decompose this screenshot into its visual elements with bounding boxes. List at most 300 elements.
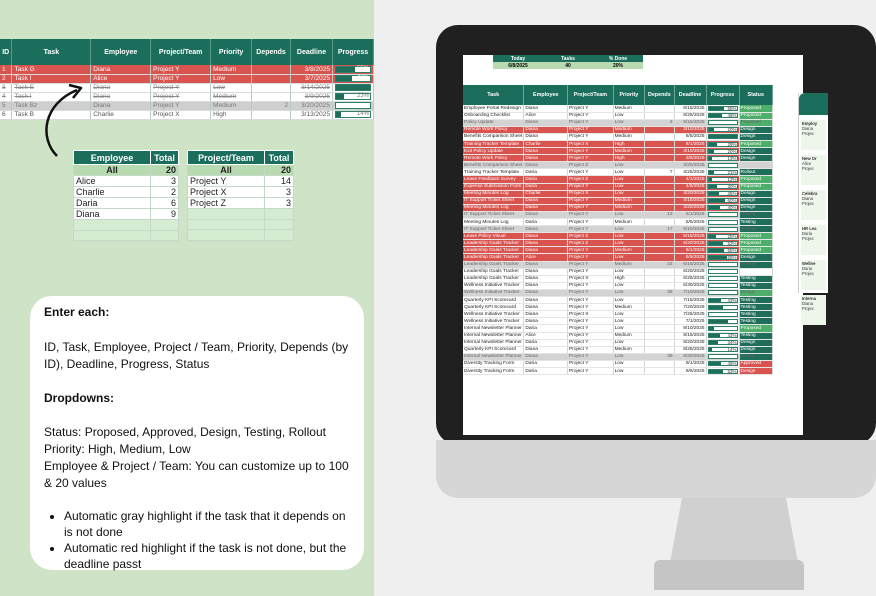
screen-deadline-cell[interactable]: 4/1/2025 [674, 176, 706, 183]
screen-project-cell[interactable]: Project Y [568, 247, 614, 254]
screen-status-cell[interactable]: Design [739, 204, 773, 211]
screen-project-cell[interactable]: Project Y [568, 105, 614, 112]
screen-status-cell[interactable]: Design [739, 133, 773, 140]
screen-project-cell[interactable]: Project Y [568, 211, 614, 218]
screen-deadline-cell[interactable]: 8/15/2025 [674, 332, 706, 339]
screen-task-row[interactable] [463, 254, 773, 261]
screen-priority-cell[interactable]: Medium [613, 148, 645, 155]
screen-priority-cell[interactable]: Low [613, 226, 645, 233]
screen-project-cell[interactable]: Project Y [568, 297, 614, 304]
screen-priority-cell[interactable]: Low [613, 360, 645, 367]
screen-task-cell[interactable]: Wellness Initiative Tracker [463, 311, 524, 318]
task-id-cell[interactable]: 2 [0, 74, 12, 83]
screen-depends-cell[interactable] [645, 162, 674, 169]
priority-cell[interactable]: High [211, 110, 252, 119]
screen-deadline-cell[interactable]: 6/20/2025 [674, 268, 706, 275]
screen-deadline-cell[interactable]: 6/15/2025 [674, 261, 706, 268]
col-deadline[interactable]: Deadline [291, 39, 333, 65]
screen-deadline-cell[interactable]: 4/15/2025 [674, 197, 706, 204]
screen-progress-cell[interactable] [706, 339, 739, 346]
screen-depends-cell[interactable]: 28 [645, 289, 674, 296]
screen-depends-cell[interactable] [645, 133, 674, 140]
task-name-cell[interactable]: Task I [12, 74, 91, 83]
screen-status-cell[interactable]: Testing [739, 226, 773, 233]
project-cell[interactable]: Project Y [151, 92, 211, 101]
screen-task-row[interactable] [463, 233, 773, 240]
screen-col-progress[interactable]: Progress [706, 85, 739, 105]
deadline-cell[interactable]: 3/7/2025 [291, 74, 333, 83]
deadline-cell[interactable]: 3/9/2025 [291, 92, 333, 101]
screen-task-row[interactable] [463, 311, 773, 318]
screen-deadline-cell[interactable]: 8/20/2025 [674, 339, 706, 346]
screen-depends-cell[interactable] [645, 112, 674, 119]
screen-status-cell[interactable]: Proposed [739, 176, 773, 183]
screen-deadline-cell[interactable]: 9/5/2025 [674, 367, 706, 374]
screen-priority-cell[interactable]: Low [613, 353, 645, 360]
screen-task-row[interactable] [463, 325, 773, 332]
screen-depends-cell[interactable] [645, 176, 674, 183]
screen-task-cell[interactable]: Quarterly KPI Scorecard [463, 346, 524, 353]
task-row[interactable] [0, 65, 374, 74]
screen-task-row[interactable] [463, 240, 773, 247]
priority-cell[interactable]: Medium [211, 101, 252, 110]
screen-task-row[interactable] [463, 211, 773, 218]
screen-task-cell[interactable]: IT Support Ticket Sheet [463, 211, 524, 218]
screen-deadline-cell[interactable]: 3/25/2025 [674, 169, 706, 176]
screen-deadline-cell[interactable]: 8/15/2025 [674, 105, 706, 112]
task-name-cell[interactable]: Task B [12, 110, 91, 119]
task-name-cell[interactable]: Task I [12, 92, 91, 101]
screen-employee-cell[interactable]: Daria [524, 360, 568, 367]
screen-task-cell[interactable]: Leadership Goals Tracker [463, 247, 524, 254]
priority-cell[interactable]: Medium [211, 92, 252, 101]
screen-employee-cell[interactable]: Daria [524, 169, 568, 176]
project-cell[interactable]: Project Y [151, 101, 211, 110]
screen-project-cell[interactable]: Project Y [568, 304, 614, 311]
screen-task-cell[interactable]: Leadership Goals Tracker [463, 240, 524, 247]
progress-cell[interactable] [332, 83, 373, 92]
progress-cell[interactable] [332, 110, 373, 119]
screen-deadline-cell[interactable]: 7/25/2025 [674, 311, 706, 318]
screen-depends-cell[interactable] [645, 219, 674, 226]
screen-deadline-cell[interactable]: 6/1/2025 [674, 247, 706, 254]
screen-task-cell[interactable]: Leadership Goals Tracker [463, 254, 524, 261]
screen-progress-cell[interactable] [706, 311, 739, 318]
screen-progress-cell[interactable] [706, 304, 739, 311]
screen-progress-cell[interactable] [706, 289, 739, 296]
screen-project-cell[interactable]: Project Y [568, 254, 614, 261]
screen-task-cell[interactable]: Exit Policy Update [463, 148, 524, 155]
screen-task-cell[interactable]: Internal Newsletter Planner [463, 325, 524, 332]
screen-employee-cell[interactable]: Alice [524, 254, 568, 261]
screen-task-row[interactable] [463, 261, 773, 268]
screen-progress-cell[interactable] [706, 233, 739, 240]
screen-task-cell[interactable]: Employee Portal Redesign [463, 105, 524, 112]
screen-task-cell[interactable]: Expense Submission Form [463, 183, 524, 190]
screen-employee-cell[interactable]: Diana [524, 297, 568, 304]
screen-deadline-cell[interactable]: 6/15/2025 [674, 119, 706, 126]
screen-task-cell[interactable]: Internal Newsletter Planner [463, 353, 524, 360]
screen-priority-cell[interactable]: Medium [613, 105, 645, 112]
screen-priority-cell[interactable]: Medium [613, 346, 645, 353]
screen-deadline-cell[interactable]: 7/10/2025 [674, 289, 706, 296]
employee-cell[interactable]: Diana [91, 101, 151, 110]
side-card[interactable] [801, 295, 826, 325]
screen-project-cell[interactable]: Project Y [568, 282, 614, 289]
screen-deadline-cell[interactable]: 6/25/2025 [674, 275, 706, 282]
screen-progress-cell[interactable] [706, 112, 739, 119]
screen-task-row[interactable] [463, 183, 773, 190]
screen-progress-cell[interactable] [706, 360, 739, 367]
screen-project-cell[interactable]: Project Y [568, 197, 614, 204]
screen-priority-cell[interactable]: Low [613, 339, 645, 346]
screen-progress-cell[interactable] [706, 190, 739, 197]
screen-employee-cell[interactable]: Diana [524, 148, 568, 155]
screen-task-row[interactable] [463, 268, 773, 275]
screen-priority-cell[interactable]: Low [613, 289, 645, 296]
screen-project-cell[interactable]: Project Y [568, 155, 614, 162]
screen-deadline-cell[interactable]: 6/5/2025 [674, 254, 706, 261]
screen-depends-cell[interactable] [645, 254, 674, 261]
screen-employee-cell[interactable]: Alice [524, 332, 568, 339]
screen-task-cell[interactable]: Training Tracker Template [463, 140, 524, 147]
screen-col-depends[interactable]: Depends [645, 85, 674, 105]
screen-employee-cell[interactable]: Diana [524, 119, 568, 126]
screen-deadline-cell[interactable]: 3/5/2025 [674, 155, 706, 162]
screen-priority-cell[interactable]: Low [613, 297, 645, 304]
screen-status-cell[interactable]: Testing [739, 282, 773, 289]
employee-cell[interactable]: Diana [91, 65, 151, 74]
screen-status-cell[interactable]: Testing [739, 261, 773, 268]
screen-depends-cell[interactable] [645, 325, 674, 332]
screen-priority-cell[interactable]: Low [613, 318, 645, 325]
screen-task-cell[interactable]: Internal Newsletter Planner [463, 339, 524, 346]
screen-task-cell[interactable]: Wellness Initiative Tracker [463, 318, 524, 325]
screen-employee-cell[interactable]: Daria [524, 176, 568, 183]
screen-status-cell[interactable]: Design [739, 353, 773, 360]
task-name-cell[interactable]: Task G [12, 65, 91, 74]
screen-status-cell[interactable]: Proposed [739, 119, 773, 126]
screen-status-cell[interactable]: Testing [739, 304, 773, 311]
screen-deadline-cell[interactable]: 3/20/2025 [674, 162, 706, 169]
screen-project-cell[interactable]: Project Y [568, 148, 614, 155]
screen-employee-cell[interactable]: Charlie [524, 140, 568, 147]
side-card[interactable] [801, 155, 826, 185]
screen-priority-cell[interactable]: Low [613, 183, 645, 190]
depends-cell[interactable] [252, 65, 291, 74]
deadline-cell[interactable]: 3/13/2025 [291, 110, 333, 119]
screen-task-row[interactable] [463, 148, 773, 155]
screen-depends-cell[interactable] [645, 275, 674, 282]
screen-task-cell[interactable]: Wellness Initiative Tracker [463, 282, 524, 289]
screen-progress-cell[interactable] [706, 105, 739, 112]
screen-progress-cell[interactable] [706, 346, 739, 353]
screen-employee-cell[interactable]: Diana [524, 162, 568, 169]
screen-deadline-cell[interactable]: 3/10/2025 [674, 148, 706, 155]
col-depends[interactable]: Depends [252, 39, 291, 65]
screen-project-cell[interactable]: Project Y [568, 318, 614, 325]
screen-deadline-cell[interactable]: 5/10/2025 [674, 226, 706, 233]
screen-status-cell[interactable]: Testing [739, 211, 773, 218]
screen-col-status[interactable]: Status [739, 85, 773, 105]
screen-deadline-cell[interactable]: 5/1/2025 [674, 211, 706, 218]
screen-task-row[interactable] [463, 332, 773, 339]
screen-employee-cell[interactable]: Diana [524, 282, 568, 289]
screen-employee-cell[interactable]: Diana [524, 261, 568, 268]
screen-depends-cell[interactable] [645, 346, 674, 353]
screen-progress-cell[interactable] [706, 169, 739, 176]
screen-depends-cell[interactable] [645, 105, 674, 112]
screen-priority-cell[interactable]: Low [613, 311, 645, 318]
employee-cell[interactable]: Diana [91, 83, 151, 92]
screen-depends-cell[interactable]: 7 [645, 169, 674, 176]
screen-status-cell[interactable]: Testing [739, 311, 773, 318]
screen-status-cell[interactable]: Design [739, 289, 773, 296]
project-cell[interactable]: Project Y [151, 65, 211, 74]
depends-cell[interactable]: 2 [252, 101, 291, 110]
screen-progress-cell[interactable] [706, 297, 739, 304]
screen-task-row[interactable] [463, 360, 773, 367]
screen-project-cell[interactable]: Project Z [568, 240, 614, 247]
screen-status-cell[interactable]: Proposed [739, 183, 773, 190]
screen-priority-cell[interactable]: Medium [613, 197, 645, 204]
screen-progress-cell[interactable] [706, 268, 739, 275]
screen-task-row[interactable] [463, 126, 773, 133]
screen-priority-cell[interactable]: High [613, 275, 645, 282]
screen-status-cell[interactable]: Design [739, 367, 773, 374]
screen-task-cell[interactable]: Diversity Tracking Form [463, 360, 524, 367]
screen-task-row[interactable] [463, 112, 773, 119]
screen-employee-cell[interactable]: Diana [524, 275, 568, 282]
screen-depends-cell[interactable] [645, 311, 674, 318]
deadline-cell[interactable]: 3/8/2025 [291, 65, 333, 74]
screen-deadline-cell[interactable]: 5/15/2025 [674, 233, 706, 240]
screen-status-cell[interactable]: Rollout [739, 169, 773, 176]
screen-progress-cell[interactable] [706, 219, 739, 226]
screen-depends-cell[interactable] [645, 282, 674, 289]
screen-project-cell[interactable]: Project Y [568, 353, 614, 360]
side-card[interactable] [801, 225, 826, 255]
screen-deadline-cell[interactable]: 4/20/2025 [674, 190, 706, 197]
screen-project-cell[interactable]: Project X [568, 275, 614, 282]
screen-priority-cell[interactable]: Low [613, 190, 645, 197]
screen-employee-cell[interactable]: Diana [524, 233, 568, 240]
screen-priority-cell[interactable]: Medium [613, 247, 645, 254]
screen-employee-cell[interactable]: Diana [524, 353, 568, 360]
screen-project-cell[interactable]: Project Y [568, 169, 614, 176]
screen-progress-cell[interactable] [706, 197, 739, 204]
screen-depends-cell[interactable] [645, 204, 674, 211]
screen-depends-cell[interactable] [645, 190, 674, 197]
screen-progress-cell[interactable] [706, 204, 739, 211]
screen-status-cell[interactable] [739, 268, 773, 275]
screen-employee-cell[interactable]: Alice [524, 112, 568, 119]
employee-cell[interactable]: Diana [91, 92, 151, 101]
screen-task-row[interactable] [463, 367, 773, 374]
screen-status-cell[interactable]: Testing [739, 332, 773, 339]
screen-progress-cell[interactable] [706, 133, 739, 140]
screen-progress-cell[interactable] [706, 126, 739, 133]
screen-deadline-cell[interactable]: 7/1/2025 [674, 318, 706, 325]
screen-depends-cell[interactable] [645, 367, 674, 374]
screen-status-cell[interactable] [739, 162, 773, 169]
screen-depends-cell[interactable] [645, 297, 674, 304]
screen-employee-cell[interactable]: Diana [524, 105, 568, 112]
col-priority[interactable]: Priority [211, 39, 252, 65]
screen-priority-cell[interactable]: Low [613, 169, 645, 176]
screen-depends-cell[interactable] [645, 332, 674, 339]
priority-cell[interactable]: Low [211, 74, 252, 83]
screen-progress-cell[interactable] [706, 155, 739, 162]
screen-task-row[interactable] [463, 140, 773, 147]
screen-employee-cell[interactable]: Diana [524, 311, 568, 318]
screen-priority-cell[interactable]: Medium [613, 219, 645, 226]
screen-project-cell[interactable]: Project Y [568, 289, 614, 296]
project-cell[interactable]: Project Y [151, 74, 211, 83]
screen-employee-cell[interactable]: Daria [524, 183, 568, 190]
screen-task-cell[interactable]: Leadership Goals Tracker [463, 268, 524, 275]
screen-priority-cell[interactable]: High [613, 155, 645, 162]
screen-task-row[interactable] [463, 119, 773, 126]
screen-progress-cell[interactable] [706, 254, 739, 261]
priority-cell[interactable]: Medium [211, 65, 252, 74]
screen-priority-cell[interactable]: Low [613, 367, 645, 374]
col-task[interactable]: Task [12, 39, 91, 65]
screen-task-cell[interactable]: Remote Work Policy [463, 126, 524, 133]
screen-progress-cell[interactable] [706, 261, 739, 268]
deadline-cell[interactable]: 3/14/2025 [291, 83, 333, 92]
priority-cell[interactable]: Low [211, 83, 252, 92]
screen-priority-cell[interactable]: Low [613, 254, 645, 261]
screen-depends-cell[interactable] [645, 183, 674, 190]
screen-task-row[interactable] [463, 162, 773, 169]
screen-priority-cell[interactable]: Medium [613, 133, 645, 140]
screen-project-cell[interactable]: Project X [568, 311, 614, 318]
screen-status-cell[interactable]: Design [739, 155, 773, 162]
screen-task-row[interactable] [463, 176, 773, 183]
screen-status-cell[interactable]: Design [739, 126, 773, 133]
screen-task-row[interactable] [463, 247, 773, 254]
screen-project-cell[interactable]: Project Y [568, 325, 614, 332]
screen-depends-cell[interactable] [645, 233, 674, 240]
side-card[interactable] [801, 190, 826, 220]
screen-employee-cell[interactable]: Diana [524, 268, 568, 275]
screen-status-cell[interactable]: Proposed [739, 112, 773, 119]
screen-deadline-cell[interactable]: 7/15/2025 [674, 297, 706, 304]
screen-priority-cell[interactable]: Low [613, 162, 645, 169]
screen-priority-cell[interactable]: Low [613, 211, 645, 218]
screen-task-row[interactable] [463, 226, 773, 233]
screen-priority-cell[interactable]: Low [613, 282, 645, 289]
screen-status-cell[interactable]: Proposed [739, 325, 773, 332]
screen-project-cell[interactable]: Project Z [568, 233, 614, 240]
screen-deadline-cell[interactable]: 8/30/2025 [674, 353, 706, 360]
screen-status-cell[interactable]: Proposed [739, 233, 773, 240]
screen-status-cell[interactable]: Proposed [739, 247, 773, 254]
depends-cell[interactable] [252, 110, 291, 119]
screen-col-priority[interactable]: Priority [613, 85, 645, 105]
screen-priority-cell[interactable]: Low [613, 176, 645, 183]
screen-employee-cell[interactable]: Diana [524, 289, 568, 296]
progress-cell[interactable] [332, 74, 373, 83]
screen-depends-cell[interactable] [645, 155, 674, 162]
screen-task-row[interactable] [463, 204, 773, 211]
screen-col-employee[interactable]: Employee [524, 85, 568, 105]
screen-task-row[interactable] [463, 346, 773, 353]
task-id-cell[interactable]: 5 [0, 101, 12, 110]
screen-deadline-cell[interactable]: 5/20/2025 [674, 240, 706, 247]
screen-deadline-cell[interactable]: 5/5/2025 [674, 219, 706, 226]
screen-depends-cell[interactable] [645, 240, 674, 247]
screen-employee-cell[interactable]: Diana [524, 318, 568, 325]
screen-deadline-cell[interactable]: 3/10/2025 [674, 126, 706, 133]
screen-progress-cell[interactable] [706, 162, 739, 169]
screen-depends-cell[interactable] [645, 140, 674, 147]
screen-task-row[interactable] [463, 105, 773, 112]
screen-project-cell[interactable]: Project Y [568, 112, 614, 119]
depends-cell[interactable] [252, 92, 291, 101]
screen-task-cell[interactable]: Quarterly KPI Scorecard [463, 297, 524, 304]
side-card[interactable] [801, 260, 826, 290]
screen-project-cell[interactable]: Project Y [568, 204, 614, 211]
screen-priority-cell[interactable]: Low [613, 233, 645, 240]
screen-project-cell[interactable]: Project Z [568, 176, 614, 183]
screen-status-cell[interactable]: Design [739, 254, 773, 261]
screen-project-cell[interactable]: Project Y [568, 332, 614, 339]
screen-employee-cell[interactable]: Diana [524, 197, 568, 204]
screen-employee-cell[interactable]: Charlie [524, 190, 568, 197]
screen-progress-cell[interactable] [706, 226, 739, 233]
screen-deadline-cell[interactable]: 6/5/2025 [674, 133, 706, 140]
screen-depends-cell[interactable]: 39 [645, 353, 674, 360]
screen-priority-cell[interactable]: Medium [613, 304, 645, 311]
screen-progress-cell[interactable] [706, 140, 739, 147]
screen-deadline-cell[interactable]: 4/20/2025 [674, 204, 706, 211]
screen-project-cell[interactable]: Project Y [568, 339, 614, 346]
screen-employee-cell[interactable]: Diana [524, 247, 568, 254]
screen-status-cell[interactable]: Proposed [739, 240, 773, 247]
screen-depends-cell[interactable] [645, 318, 674, 325]
screen-deadline-cell[interactable]: 8/25/2025 [674, 112, 706, 119]
screen-task-cell[interactable]: Benefits Comparison Sheet [464, 162, 523, 168]
screen-project-cell[interactable]: Project Y [568, 183, 614, 190]
screen-task-row[interactable] [463, 304, 773, 311]
screen-task-cell[interactable]: Policy Update [463, 119, 524, 126]
screen-priority-cell[interactable]: Low [613, 240, 645, 247]
screen-task-cell[interactable]: Diversity Tracking Form [463, 367, 524, 374]
screen-task-cell[interactable]: IT Support Ticket Sheet [463, 197, 524, 204]
screen-task-row[interactable] [463, 353, 773, 360]
screen-progress-cell[interactable] [706, 332, 739, 339]
screen-project-cell[interactable]: Project Y [568, 126, 614, 133]
screen-project-cell[interactable]: Project Y [568, 367, 614, 374]
screen-project-cell[interactable]: Project X [568, 140, 614, 147]
screen-project-cell[interactable]: Project Y [568, 268, 614, 275]
screen-progress-cell[interactable] [706, 211, 739, 218]
screen-priority-cell[interactable]: Low [613, 119, 645, 126]
col-project[interactable]: Project/Team [151, 39, 211, 65]
screen-status-cell[interactable]: Design [739, 339, 773, 346]
screen-task-row[interactable] [463, 169, 773, 176]
screen-employee-cell[interactable]: Diana [524, 133, 568, 140]
screen-progress-cell[interactable] [706, 119, 739, 126]
task-id-cell[interactable]: 6 [0, 110, 12, 119]
screen-progress-cell[interactable] [706, 176, 739, 183]
deadline-cell[interactable]: 3/20/2025 [291, 101, 333, 110]
screen-employee-cell[interactable]: Diana [524, 226, 568, 233]
col-progress[interactable]: Progress [332, 39, 373, 65]
screen-status-cell[interactable]: Testing [739, 219, 773, 226]
